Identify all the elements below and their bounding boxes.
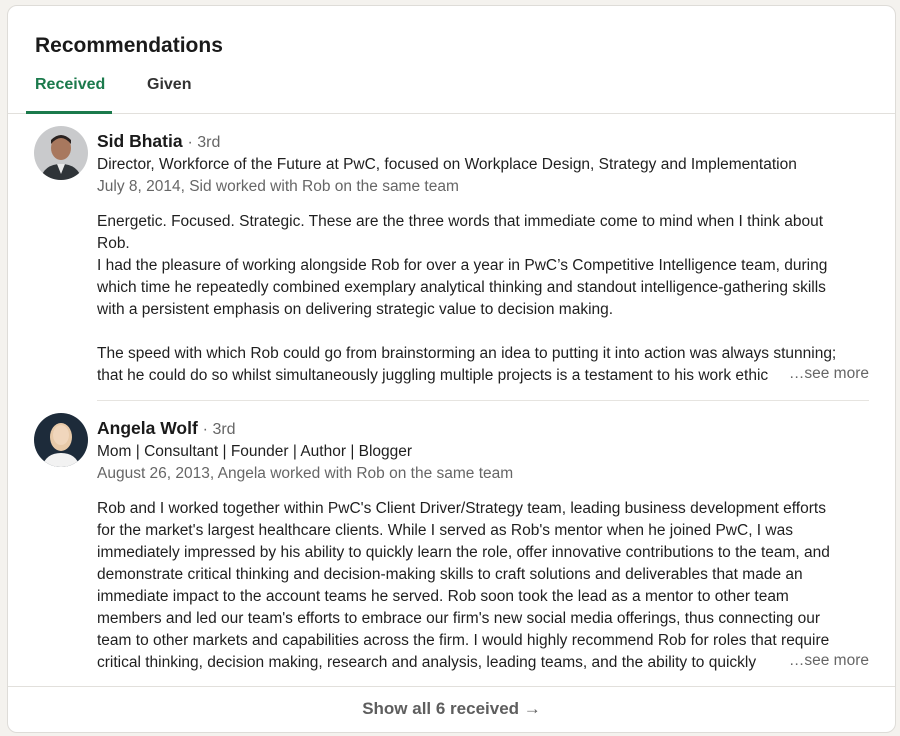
connection-degree: · 3rd [187, 134, 221, 151]
text-line: Rob. [97, 235, 130, 252]
tab-bar [8, 66, 895, 114]
text-line: critical thinking, decision making, research and analysis, leading teams, and the ability to quickly [97, 654, 757, 671]
name-text[interactable]: Angela Wolf [97, 418, 198, 438]
text-line: members and led our team's efforts to embrace our firm's new social media offerings, thus connecting our [97, 610, 820, 627]
tab-given[interactable]: Given [147, 76, 192, 93]
recommendation-text [97, 211, 887, 387]
text-line: that he could do so whilst simultaneously juggling multiple projects is a testament to his work ethic [97, 367, 769, 384]
recommender-name[interactable] [97, 131, 220, 152]
text-line: team to other markets and capabilities across the firm. I would highly recommend Rob for roles that require [97, 632, 830, 649]
text-line: The speed with which Rob could go from brainstorming an idea to putting it into action was always stunning; [97, 345, 837, 362]
text-line: Energetic. Focused. Strategic. These are the three words that immediate come to mind when I think about [97, 213, 824, 230]
text-line: demonstrate critical thinking and decision-making skills to craft solutions and deliverables that made an [97, 566, 803, 583]
recommender-headline: Mom | Consultant | Founder | Author | Blogger [97, 443, 413, 460]
text-line: immediate impact to the account teams he served. Rob soon took the lead as a mentor to other team [97, 588, 789, 605]
see-more-button[interactable]: …see more [783, 365, 869, 383]
recommender-headline: Director, Workforce of the Future at PwC, focused on Workplace Design, Strategy and Implementation [97, 156, 797, 173]
recommendation-meta: August 26, 2013, Angela worked with Rob on the same team [97, 465, 514, 482]
section-title: Recommendations [35, 34, 223, 57]
recommendation-meta: July 8, 2014, Sid worked with Rob on the same team [97, 178, 459, 195]
recommendation-text [97, 498, 887, 674]
see-more-button[interactable]: …see more [783, 652, 869, 670]
text-line: immediately impressed by his ability to quickly learn the role, offer innovative contributions to the team, and [97, 544, 830, 561]
text-line: for the market's largest healthcare clients. While I served as Rob's mentor when he joined PwC, I was [97, 522, 793, 539]
show-all-received-button[interactable]: Show all 6 received → [8, 686, 895, 732]
tab-received[interactable]: Received [35, 76, 106, 93]
text-line: I had the pleasure of working alongside Rob for over a year in PwC’s Competitive Intelligence team, during [97, 257, 828, 274]
avatar[interactable] [34, 126, 88, 180]
active-tab-indicator [26, 111, 112, 114]
text-line [97, 321, 887, 343]
name-text[interactable]: Sid Bhatia [97, 131, 183, 151]
text-line: with a persistent emphasis on delivering strategic value to decision making. [97, 301, 614, 318]
recommendations-card [7, 5, 896, 733]
avatar[interactable] [34, 413, 88, 467]
divider [97, 400, 869, 401]
text-line: which time he repeatedly combined exemplary analytical thinking and standout intelligence-gathering skills [97, 279, 826, 296]
text-line: Rob and I worked together within PwC's Client Driver/Strategy team, leading business development efforts [97, 500, 826, 517]
connection-degree: · 3rd [202, 421, 236, 438]
recommender-name[interactable] [97, 418, 236, 439]
